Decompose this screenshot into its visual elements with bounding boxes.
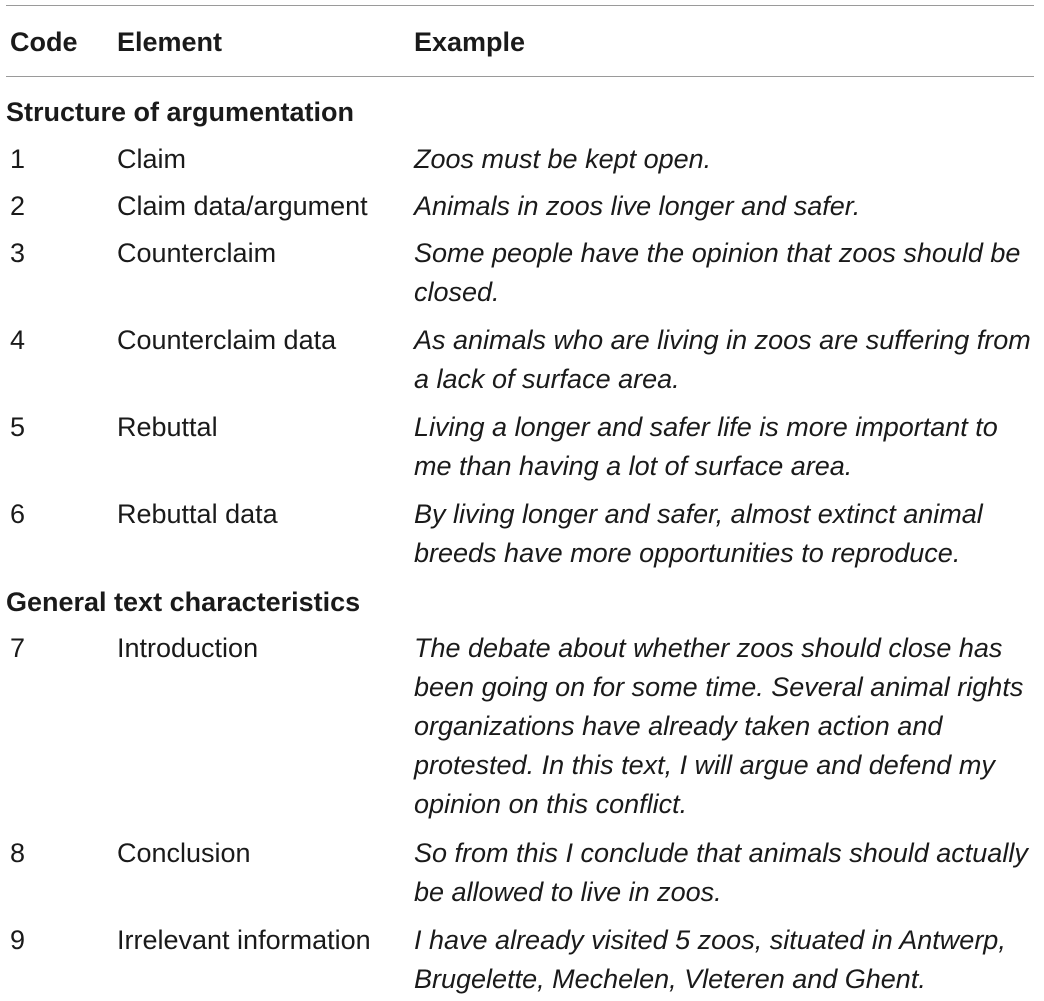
section-title: General text characteristics: [6, 587, 361, 617]
header-code: Code: [10, 27, 78, 57]
row-element: Claim data/argument: [117, 191, 368, 221]
header-element: Element: [117, 27, 223, 57]
row-element: Counterclaim data: [117, 325, 337, 355]
table-top-rule: [6, 5, 1034, 6]
table-header-rule: [6, 76, 1034, 77]
row-element: Irrelevant information: [117, 925, 371, 955]
row-code: 2: [10, 191, 26, 221]
row-element: Conclusion: [117, 838, 251, 868]
row-example: Living a longer and safer life is more important to me than having a lot of surface area.: [414, 412, 998, 481]
row-example: As animals who are living in zoos are suffering from a lack of surface area.: [414, 325, 1031, 394]
row-code: 4: [10, 325, 26, 355]
row-example: Animals in zoos live longer and safer.: [414, 191, 861, 221]
table-header-row: [0, 26, 1044, 58]
row-element: Claim: [117, 144, 187, 174]
row-code: 8: [10, 838, 26, 868]
row-example: I have already visited 5 zoos, situated in Antwerp, Brugelette, Mechelen, Vleteren and Ghent.: [414, 925, 1006, 994]
row-code: 7: [10, 633, 26, 663]
row-example: Some people have the opinion that zoos should be closed.: [414, 238, 1021, 307]
header-example: Example: [414, 27, 526, 57]
row-example: Zoos must be kept open.: [414, 144, 712, 174]
row-code: 3: [10, 238, 26, 268]
row-code: 9: [10, 925, 26, 955]
row-element: Counterclaim: [117, 238, 277, 268]
row-element: Rebuttal data: [117, 499, 278, 529]
row-example: By living longer and safer, almost extinct animal breeds have more opportunities to reproduce.: [414, 499, 983, 568]
row-code: 1: [10, 144, 26, 174]
row-element: Rebuttal: [117, 412, 218, 442]
row-example: The debate about whether zoos should close has been going on for some time. Several animal rights organizations have already taken action and protested. In this text, I will argue and defend my opinion on this conflict.: [414, 633, 1024, 819]
row-example: So from this I conclude that animals should actually be allowed to live in zoos.: [414, 838, 1028, 907]
row-code: 5: [10, 412, 26, 442]
row-element: Introduction: [117, 633, 259, 663]
row-code: 6: [10, 499, 26, 529]
section-title: Structure of argumentation: [6, 97, 355, 127]
